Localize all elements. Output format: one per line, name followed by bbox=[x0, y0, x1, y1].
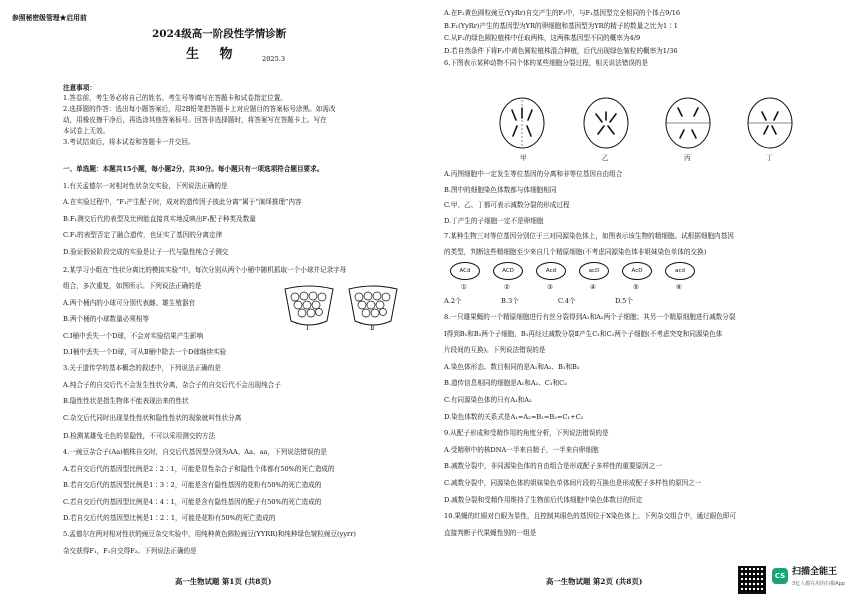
text-line: 直接判断子代果蝇性别的一组是 bbox=[444, 528, 537, 537]
scanner-app-tagline: 3亿人都在用的扫描App bbox=[792, 581, 845, 587]
bucket-ii-figure bbox=[347, 283, 399, 329]
bucket-label-ii: Ⅱ bbox=[370, 324, 375, 332]
text-line: 9.从配子形成和受精作用的角度分析，下列说法错误的是 bbox=[444, 429, 609, 438]
text-line: 10.果蝇的红眼对白眼为显性，且控制其眼色的基因位于X染色体上。下列杂交组合中，通过眼色即可 bbox=[444, 512, 737, 521]
text-line: A.受精卵中的核DNA一半来自精子，一半来自卵细胞 bbox=[444, 445, 599, 454]
q7-option: C.4个 bbox=[558, 297, 576, 305]
sperm-cell: acd bbox=[665, 262, 695, 280]
text-line: D.丁产生的子细胞一定不是卵细胞 bbox=[444, 216, 544, 225]
text-line: C.Ⅰ桶中丢失一个D球，不会对实验结果产生影响 bbox=[63, 331, 204, 340]
text-line: D.检测某雄兔毛色的显隐性，不可以采用测交的方法 bbox=[63, 432, 216, 440]
sperm-cell-number: ⑥ bbox=[676, 283, 682, 291]
text-line: 3.关于遗传学的基本概念的叙述中，下列说法正确的是 bbox=[63, 364, 221, 373]
sperm-cell: ACd bbox=[450, 262, 480, 280]
text-line: A.在F₂黄色圆粒豌豆(YyRr)自交产生的F₂中，与F₁基因型完全相同的个体占9/16 bbox=[444, 9, 681, 17]
cell-label-yi: 乙 bbox=[602, 154, 609, 162]
q7-option: B.3个 bbox=[501, 297, 519, 305]
text-line: A.若自交后代的基因型比例是2∶2∶1，可能是显性杂合子和隐性个体都有50%的死亡造成的 bbox=[63, 464, 335, 473]
notice-title: 注意事项： bbox=[63, 84, 96, 92]
text-line: B.F₁(YyRr)产生的基因型为YR的卵细胞和基因型为YR的精子的数量之比为1∶1 bbox=[444, 21, 678, 30]
text-line: 的类型，判断这些精细胞至少来自几个精原细胞(不考虑同源染色体非姐妹染色单体的交换) bbox=[444, 247, 707, 256]
qr-code-icon bbox=[738, 566, 766, 594]
text-line: D.若自交后代的基因型比例是1∶2∶1，可能是花粉有50%的死亡造成的 bbox=[63, 514, 276, 522]
confidential-header: 参照秘密级管理★启用前 bbox=[12, 14, 87, 22]
text-line: B.若自交后代的基因型比例是1∶3∶2，可能是含有隐性基因的花粉有50%的死亡造成的 bbox=[63, 481, 322, 490]
text-line: B.隐性性状是指生物体不能表现出来的性状 bbox=[63, 397, 189, 406]
text-line: Ⅰ得到B₁和B₂两个子细胞，B₁再经过减数分裂Ⅱ产生C₁和C₂两个子细胞(不考虑突变和同源染色体 bbox=[444, 329, 723, 338]
text-line: C.从F₂的绿色圆粒植株中任取两株，这两株基因型不同的概率为4/9 bbox=[444, 34, 641, 42]
text-line: 1.答卷前，考生务必将自己的姓名、考生号等填写在答题卡和试卷指定位置。 bbox=[63, 94, 287, 102]
text-line: A.丙图细胞中一定发生等位基因的分离和非等位基因自由组合 bbox=[444, 170, 623, 178]
bucket-label-i: Ⅰ bbox=[306, 324, 309, 332]
sperm-cell: AcD bbox=[622, 262, 652, 280]
sperm-cell-number: ③ bbox=[547, 283, 553, 291]
sperm-cell-number: ④ bbox=[590, 283, 596, 291]
text-line: 6.下图表示某种动物不同个体的某些细胞分裂过程，相关说法错误的是 bbox=[444, 59, 649, 67]
scanner-app-name: 扫描全能王 bbox=[792, 567, 838, 577]
text-line: 8.一只雄果蝇的一个精原细胞进行有丝分裂得到A₁和A₂两个子细胞；其另一个精原细胞进行减数分裂 bbox=[444, 313, 736, 321]
sperm-cell: Acd bbox=[536, 262, 566, 280]
sperm-cell: acD bbox=[579, 262, 609, 280]
text-line: C.若自交后代的基因型比例是4∶4∶1，可能是含有隐性基因的配子有50%的死亡造成的 bbox=[63, 497, 322, 506]
page-footer-left: 高一生物试题 第1页 (共8页) bbox=[175, 577, 272, 586]
scanner-logo: CS bbox=[772, 568, 788, 584]
text-line: C.减数分裂中，同源染色体的姐妹染色单体间片段的互换也是形成配子多样性的原因之一 bbox=[444, 479, 702, 487]
cell-division-figure bbox=[482, 94, 802, 152]
page-left bbox=[0, 0, 428, 608]
q7-option: D.5个 bbox=[615, 297, 633, 305]
text-line: 片段间的互换)。下列说法错误的是 bbox=[444, 346, 546, 355]
text-line: 组合，多次重复，如图所示。下列说法正确的是 bbox=[63, 282, 202, 291]
text-line: A.染色体形态、数目相同的是A₁和A₂、B₁和B₂ bbox=[444, 362, 580, 371]
text-line: 7.某种生物三对等位基因分别位于三对同源染色体上，如图表示该生物的精细胞。试根据细胞内基因 bbox=[444, 232, 734, 240]
sperm-cell-number: ⑤ bbox=[633, 283, 639, 291]
sperm-cell-number: ② bbox=[504, 283, 510, 291]
cell-label-jia: 甲 bbox=[520, 154, 527, 162]
page-footer-right: 高一生物试题 第2页 (共8页) bbox=[546, 577, 643, 586]
text-line: 本试卷上无效。 bbox=[63, 127, 110, 135]
text-line: 3.考试结束后，将本试卷和答题卡一并交回。 bbox=[63, 138, 195, 146]
text-line: 2.选择题的作答：选出每小题答案后，用2B铅笔把答题卡上对应题目的答案标号涂黑。如需改 bbox=[63, 105, 336, 113]
text-line: D.Ⅰ桶中丢失一个D球，可从Ⅱ桶中除去一个D球继续实验 bbox=[63, 348, 227, 356]
text-line: C.有同源染色体的只有A₁和A₂ bbox=[444, 396, 532, 404]
text-line: D.染色体数的关系式是A₁=A₂=B₁=B₂=C₁+C₂ bbox=[444, 412, 584, 421]
text-line: D.减数分裂和受精作用维持了生物前后代体细胞中染色体数目的恒定 bbox=[444, 495, 643, 504]
text-line: B.遗传信息相同的细胞是A₁和A₂、C₁和C₂ bbox=[444, 379, 567, 388]
text-line: C.杂交后代同时出现显性性状和隐性性状的现象就叫性状分离 bbox=[63, 413, 242, 422]
text-line: C.F₁的表型否定了融合遗传，也证实了基因的分离定律 bbox=[63, 231, 223, 240]
subject-title: 生 物 bbox=[186, 47, 241, 62]
cell-label-bing: 丙 bbox=[684, 154, 691, 162]
exam-date: 2025.3 bbox=[262, 55, 286, 63]
cell-label-ding: 丁 bbox=[766, 154, 773, 162]
text-line: 1.有关孟德尔一对相对性状杂交实验，下列说法正确的是 bbox=[63, 182, 228, 190]
text-line: A.在实验过程中，“F₁产生配子时，成对的遗传因子彼此分离”属于“演绎推理”内容 bbox=[63, 198, 302, 207]
text-line: D.若自然条件下将F₂中黄色圆粒植株混合种植，后代出现绿色皱粒的概率为1/36 bbox=[444, 46, 678, 55]
q7-option: A.2个 bbox=[444, 297, 462, 305]
exam-title: 2024级高一阶段性学情诊断 bbox=[152, 28, 287, 40]
text-line: B.减数分裂中，非同源染色体的自由组合是形成配子多样性的重要原因之一 bbox=[444, 462, 662, 471]
text-line: A.两个桶内的小球可分别代表雌、雄生殖器官 bbox=[63, 298, 196, 307]
text-line: 动，用橡皮擦干净后，再选涂其他答案标号。回答非选择题时，将答案写在答题卡上。写在 bbox=[63, 116, 327, 124]
text-line: 杂交获得F₁，F₁自交得F₂。下列说法正确的是 bbox=[63, 546, 197, 555]
section-heading: 一、单选题：本题共15小题，每小题2分，共30分。每小题只有一项选项符合题目要求。 bbox=[63, 165, 324, 173]
sperm-cell-number: ① bbox=[461, 283, 467, 291]
text-line: 4.一豌豆杂合子(Aa)植株自交时，自交后代基因型分别为AA、Aa、aa，下列说法错误的是 bbox=[63, 448, 327, 457]
text-line: D.验证假说阶段完成的实验是让子一代与隐性纯合子测交 bbox=[63, 247, 229, 256]
bucket-i-figure bbox=[283, 283, 335, 329]
text-line: 5.孟德尔在两对相对性状的豌豆杂交实验中，用纯种黄色圆粒豌豆(YYRR)和纯种绿色皱粒豌豆(yyrr) bbox=[63, 530, 356, 539]
text-line: A.纯合子的自交后代不会发生性状分离，杂合子的自交后代不会出现纯合子 bbox=[63, 380, 281, 389]
text-line: C.甲、乙、丁都可表示减数分裂的形成过程 bbox=[444, 201, 570, 209]
text-line: B.两个桶的小球数量必须相等 bbox=[63, 315, 150, 324]
text-line: B.F₁测交后代的表型及比例能直接真实地反映出F₁配子种类及数量 bbox=[63, 214, 256, 223]
page-right bbox=[430, 0, 860, 608]
sperm-cell: ACD bbox=[493, 262, 523, 280]
text-line: 2.某学习小组在“性状分离比的模拟实验”中，每次分别从两个小桶中随机抓取一个小球并记录字母 bbox=[63, 266, 347, 274]
text-line: B.图中的细胞染色体数都与体细胞相同 bbox=[444, 185, 557, 194]
